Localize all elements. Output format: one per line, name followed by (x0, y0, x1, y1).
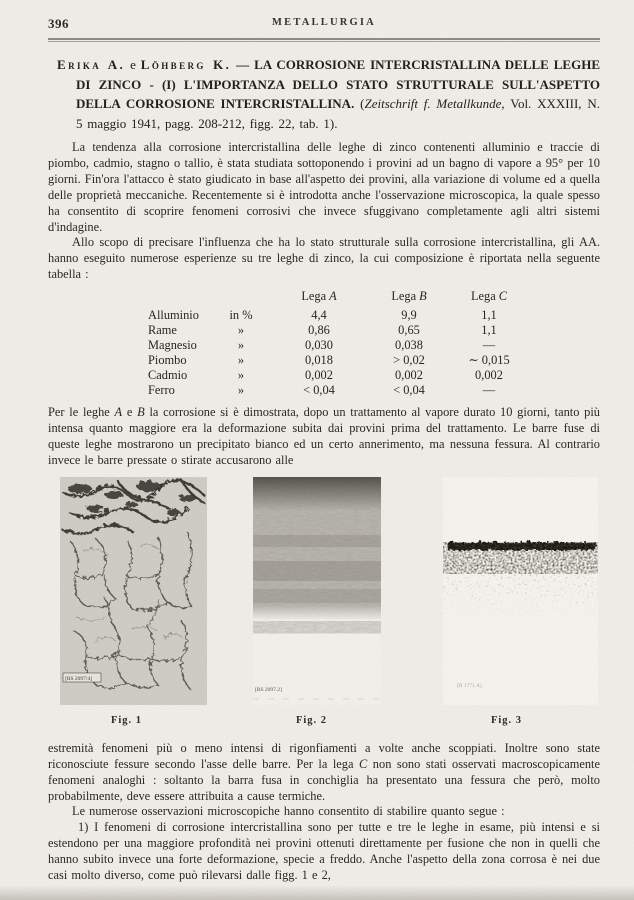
figure-3-negative-stamp: [R 1771 A] (457, 682, 482, 689)
article-headline: Erika A. e Löhberg K. — LA CORROSIONE INTERCRISTALLINA DELLE LEGHE DI ZINCO - (I) L'IMPORTANZA DELLO STATO STRUTTURALE SULL'ASPETTO DELLA CORROSIONE INTERCRISTALLINA. (Zeitschrift f. Metallkunde, Vol. XXXIII, N. 5 maggio 1941, pagg. 208-212, figg. 22, tab. 1). (57, 57, 600, 131)
figure-3-caption: Fig. 3 (490, 714, 523, 726)
paragraph-5: Le numerose osservazioni microscopiche hanno consentito di stabilire quanto segue : (72, 804, 505, 819)
col-header-lega-b: Lega B (391, 289, 427, 304)
table-row: Magnesio » 0,030 0,038 — (148, 338, 496, 353)
paragraph-4: estremità fenomeni più o meno intensi di rigonfiamenti a volte anche scoppiati. Inoltre sono state riconosciute fessure secondo l'asse delle barre. Per la lega C non sono stati osservati macroscopicamente fenomeni analoghi : soltanto la barra fusa in conchiglia ha presentato una fessura che però, molto probabilmente, deve essere attribuita a cause termiche. (48, 740, 600, 803)
micrograph-2-image (253, 477, 381, 705)
table-row: Cadmio » 0,002 0,002 0,002 (148, 368, 503, 383)
paragraph-6: 1) I fenomeni di corrosione intercristallina sono per tutte e tre le leghe in esame, più intensi e si estendono per una maggiore profondità nei provini ottenuti direttamente per fusione che non in quelli che hanno subito invece una forte deformazione, specie a freddo. Anche l'aspetto della zona corrosa è nei due casi molto diverso, come può rilevarsi dalle figg. 1 e 2, (48, 820, 600, 883)
paragraph-3: Per le leghe A e B la corrosione si è dimostrata, dopo un trattamento al vapore durato 10 giorni, tanto più intensa quanto maggiore era la deformazione subita dai provini prima del trattamento. Le barre fuse di queste leghe mostrarono un precipitato bianco ed un certo annerimento, ma nessuna fessura. Al contrario invece le barre pressate o stirate accusarono alle (48, 405, 600, 467)
table-row: Rame » 0,86 0,65 1,1 (148, 323, 497, 338)
table-row: Ferro » < 0,04 < 0,04 — (148, 383, 496, 398)
figure-1-micrograph (60, 477, 207, 705)
journal-title: METALLURGIA (272, 17, 376, 28)
figure-row (48, 477, 600, 729)
table-row: Piombo » 0,018 > 0,02 ∼ 0,015 (148, 353, 510, 368)
figure-1-negative-stamp: [RS 2097/4] (65, 675, 93, 682)
micrograph-3-image (443, 477, 598, 705)
col-header-lega-c: Lega C (470, 289, 508, 304)
page-number: 396 (48, 16, 69, 31)
paragraph-1: La tendenza alla corrosione intercristallina delle leghe di zinco contenenti alluminio e traccie di piombo, cadmio, stagno o tallio, è stata studiata sottoponendo i provini ad un bagno di vapore a 95° per 10 giorni. Fin'ora l'attacco è stato giudicato in base all'aspetto dei provini, alla variazione di volume ed a quella delle proprietà meccaniche. Recentemente si è introdotta anche l'osservazione microscopica, la quale spesso ha consentito di scoprire fenomeni corrosivi che invece sfuggivano completamente agli altri sistemi d'indagine. (48, 140, 600, 234)
paragraph-2: Allo scopo di precisare l'influenza che ha lo stato strutturale sulla corrosione intercristallina, gli AA. hanno eseguito numerose esperienze su tre leghe di zinco, la cui composizione è riportata nella seguente tabella : (48, 235, 600, 282)
micrograph-1-image (60, 477, 207, 705)
scan-bottom-shadow (0, 885, 634, 900)
col-header-lega-a: Lega A (301, 289, 337, 304)
figure-2-caption: Fig. 2 (295, 714, 328, 726)
page-header (48, 0, 600, 33)
table-row: Alluminio in % 4,4 9,9 1,1 (148, 308, 497, 323)
table-header-row (148, 289, 534, 308)
figure-2-negative-stamp: [RS 2097.2] (255, 686, 282, 693)
header-rule (48, 38, 600, 42)
figure-2-micrograph (253, 477, 381, 705)
figure-1-caption: Fig. 1 (110, 714, 143, 726)
composition-table (148, 289, 534, 398)
figure-3-micrograph (443, 477, 598, 705)
